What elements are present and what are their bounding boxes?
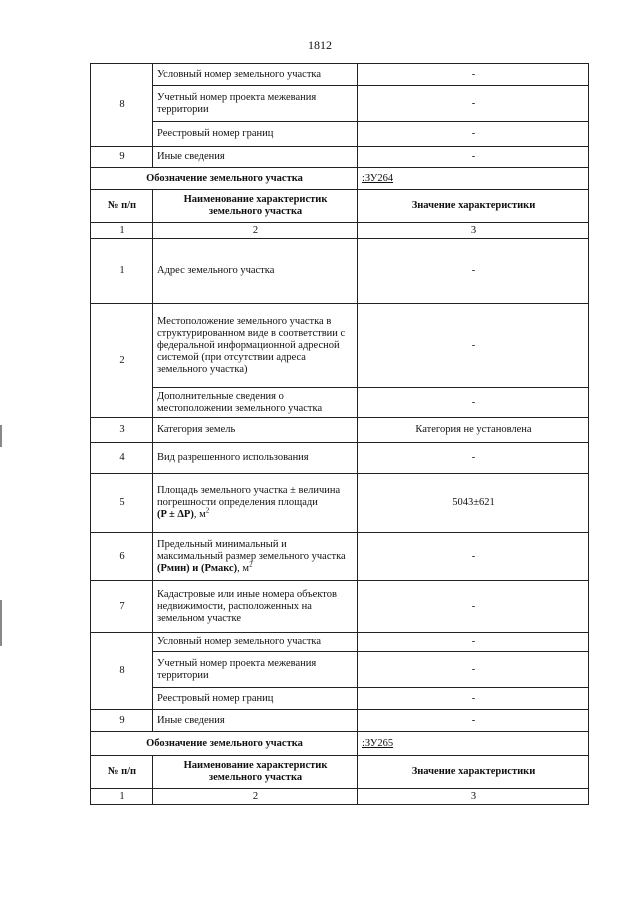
row-number-cell: 4: [91, 443, 153, 474]
characteristic-name-cell: [153, 474, 358, 533]
characteristic-value-cell: -: [358, 688, 589, 710]
characteristic-value-cell: -: [358, 388, 589, 418]
characteristic-name-cell: Иные сведения: [153, 710, 358, 732]
characteristic-value-cell: -: [358, 710, 589, 732]
header-value: Значение характеристики: [358, 190, 589, 223]
characteristic-name-cell: Вид разрешенного использования: [153, 443, 358, 474]
column-number: 3: [358, 223, 589, 239]
area-label: Площадь земельного участка ± величина погрешности определения площади: [157, 485, 341, 508]
header-value: Значение характеристики: [358, 756, 589, 789]
area-unit: , м: [193, 509, 206, 520]
characteristic-value-cell: -: [358, 304, 589, 388]
scan-edge-mark: [0, 600, 2, 646]
characteristic-name-cell: Учетный номер проекта межевания территории: [153, 86, 358, 122]
row-number-cell: 2: [91, 304, 153, 418]
plot-designation-label: Обозначение земельного участка: [91, 732, 358, 756]
size-unit: , м: [237, 562, 250, 574]
characteristic-name-cell: Категория земель: [153, 418, 358, 443]
row-number-cell: 1: [91, 239, 153, 304]
table-row: [91, 304, 589, 388]
table-row: [91, 443, 589, 474]
column-number: 1: [91, 789, 153, 805]
header-num: № п/п: [91, 190, 153, 223]
characteristic-name-cell: Условный номер земельного участка: [153, 633, 358, 652]
size-formula: (Pмин) и (Pмакс): [157, 562, 238, 574]
land-plot-characteristics-table: [90, 63, 589, 805]
characteristic-name-cell: Адрес земельного участка: [153, 239, 358, 304]
header-num: № п/п: [91, 756, 153, 789]
plot-designation-label: Обозначение земельного участка: [91, 168, 358, 190]
table-row: [91, 86, 589, 122]
characteristic-name-cell: Местоположение земельного участка в структурированном виде в соответствии с федеральной информационной адресной системой (при отсутствии адреса земельного участка): [153, 304, 358, 388]
column-number: 2: [153, 789, 358, 805]
table-row: [91, 652, 589, 688]
row-number-cell: 3: [91, 418, 153, 443]
area-unit-exponent: 2: [205, 506, 210, 515]
table-row: [91, 418, 589, 443]
characteristic-value-cell: -: [358, 533, 589, 581]
characteristic-value-cell: -: [358, 239, 589, 304]
characteristic-value-cell: -: [358, 633, 589, 652]
table-row: [91, 474, 589, 533]
table-row: [91, 710, 589, 732]
header-name: Наименование характеристик земельного участка: [153, 756, 358, 789]
characteristic-value-cell: -: [358, 122, 589, 147]
characteristic-name-cell: Иные сведения: [153, 147, 358, 168]
row-number-cell: 5: [91, 474, 153, 533]
scan-edge-mark: [0, 425, 2, 447]
characteristic-name-cell: Учетный номер проекта межевания территории: [153, 652, 358, 688]
table-row: [91, 147, 589, 168]
page-number: 1812: [308, 38, 332, 52]
plot-designation-value: :ЗУ265: [358, 732, 589, 756]
table-row: [91, 64, 589, 86]
row-number-cell: 6: [91, 533, 153, 581]
table-header-row: [91, 756, 589, 789]
size-label: Предельный минимальный и максимальный размер земельного участка: [157, 538, 346, 562]
table-row: [91, 688, 589, 710]
table-header-row: [91, 190, 589, 223]
row-number-cell: 8: [91, 64, 153, 147]
area-formula: (P ± ΔP): [157, 509, 194, 520]
table-row: [91, 633, 589, 652]
table-row: [91, 239, 589, 304]
characteristic-value-cell: -: [358, 64, 589, 86]
column-number: 2: [153, 223, 358, 239]
row-number-cell: 7: [91, 581, 153, 633]
table-row: [91, 581, 589, 633]
characteristic-name-cell: Условный номер земельного участка: [153, 64, 358, 86]
table-row: [91, 388, 589, 418]
row-number-cell: 9: [91, 710, 153, 732]
table-row: [91, 533, 589, 581]
table-row: [91, 122, 589, 147]
characteristic-value-cell: -: [358, 443, 589, 474]
characteristic-value-cell: -: [358, 147, 589, 168]
characteristic-name-cell: Реестровый номер границ: [153, 688, 358, 710]
column-number-row: [91, 223, 589, 239]
plot-designation-value: :ЗУ264: [358, 168, 589, 190]
characteristic-value-cell: Категория не установлена: [358, 418, 589, 443]
plot-designation-row: [91, 732, 589, 756]
column-number-row: [91, 789, 589, 805]
characteristic-name-cell: [153, 533, 358, 581]
characteristic-value-cell: -: [358, 86, 589, 122]
characteristic-name-cell: Кадастровые или иные номера объектов недвижимости, расположенных на земельном участке: [153, 581, 358, 633]
plot-designation-row: [91, 168, 589, 190]
characteristic-value-cell: -: [358, 581, 589, 633]
size-unit-exponent: 2: [249, 560, 253, 568]
characteristic-name-cell: Дополнительные сведения о местоположении земельного участка: [153, 388, 358, 418]
row-number-cell: 9: [91, 147, 153, 168]
header-name: Наименование характеристик земельного участка: [153, 190, 358, 223]
column-number: 3: [358, 789, 589, 805]
characteristic-name-cell: Реестровый номер границ: [153, 122, 358, 147]
characteristic-value-cell: 5043±621: [358, 474, 589, 533]
column-number: 1: [91, 223, 153, 239]
row-number-cell: 8: [91, 633, 153, 710]
characteristic-value-cell: -: [358, 652, 589, 688]
